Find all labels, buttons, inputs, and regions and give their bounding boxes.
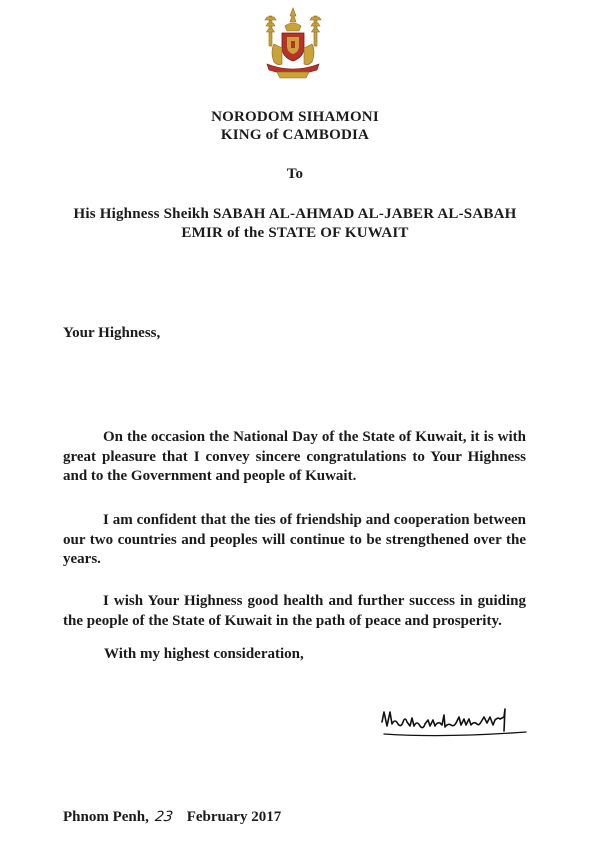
sender-name: NORODOM SIHAMONI <box>211 109 379 125</box>
sender-title: KING of CAMBODIA <box>220 127 370 143</box>
dateline-day: 23 <box>153 809 174 825</box>
body-paragraph: I wish Your Highness good health and further success in guiding the people of the State of Kuwait in the path of peace and prosperity. <box>63 593 526 629</box>
handwritten-signature-icon <box>378 700 533 742</box>
royal-arms-of-cambodia-icon <box>263 6 323 80</box>
dateline-place: Phnom Penh, <box>63 809 149 825</box>
to-label: To <box>286 166 304 182</box>
body-paragraph: On the occasion the National Day of the State of Kuwait, it is with great pleasure that I convey sincere congratulations to Your Highness and to the Government and people of Kuwait. <box>63 429 526 484</box>
closing-line: With my highest consideration, <box>104 646 304 662</box>
dateline <box>63 809 281 826</box>
recipient-name: His Highness Sheikh SABAH AL-AHMAD AL-JABER AL-SABAH <box>73 206 517 222</box>
body-paragraph: I am confident that the ties of friendship and cooperation between our two countries and peoples will continue to be strengthened over the years. <box>63 512 526 567</box>
dateline-month-year: February 2017 <box>186 809 282 825</box>
salutation: Your Highness, <box>63 325 161 341</box>
recipient-title: EMIR of the STATE OF KUWAIT <box>181 225 409 241</box>
